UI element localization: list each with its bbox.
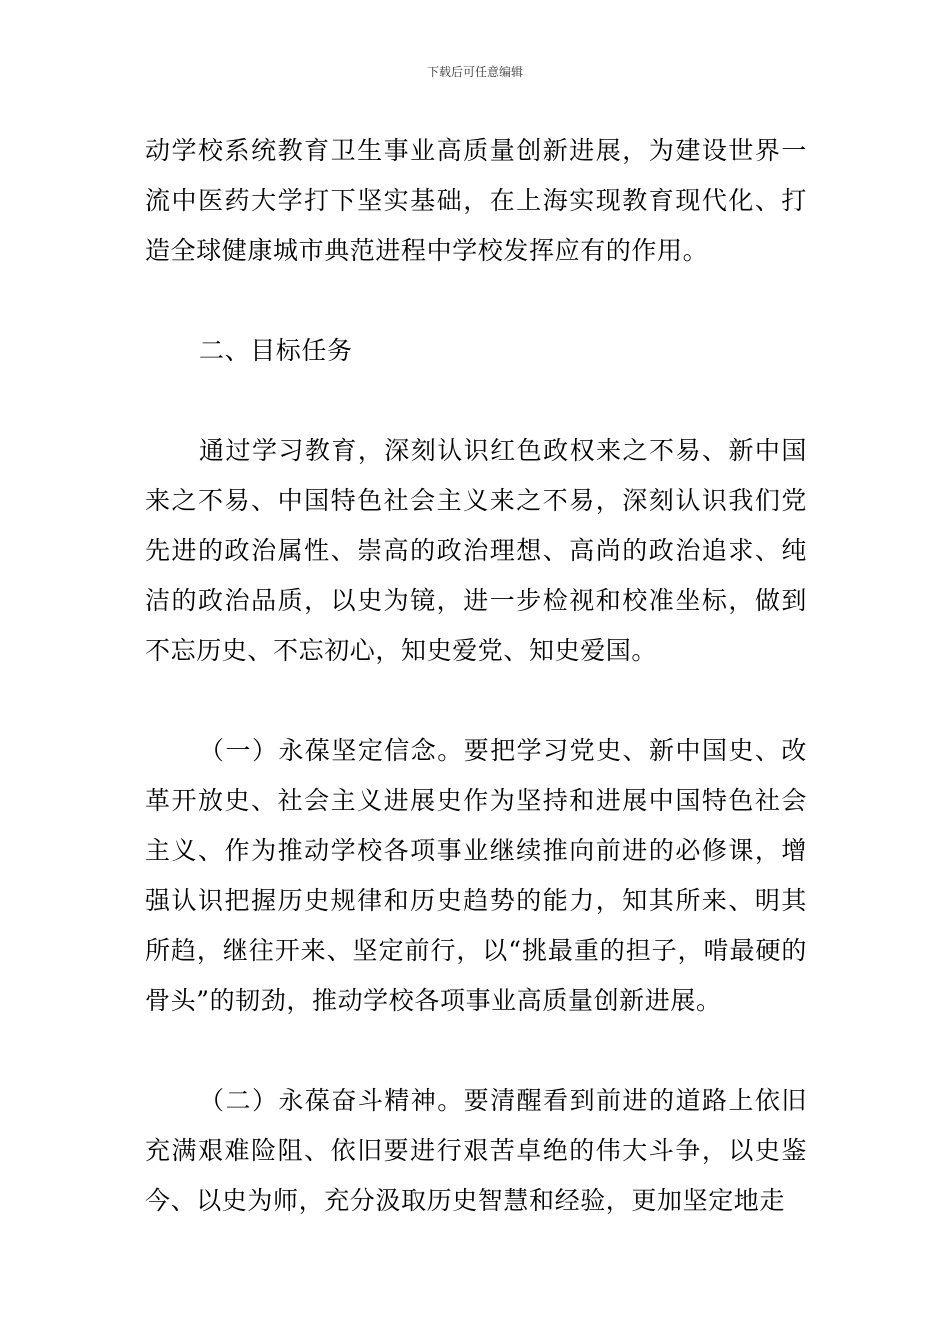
paragraph-continuation: 动学校系统教育卫生事业高质量创新进展，为建设世界一流中医药大学打下坚实基础，在上海实现教育现代化、打造全球健康城市典范进程中学校发挥应有的作用。 (145, 136, 807, 265)
paragraph-goals: 通过学习教育，深刻认识红色政权来之不易、新中国来之不易、中国特色社会主义来之不易，深刻认识我们党先进的政治属性、崇高的政治理想、高尚的政治追求、纯洁的政治品质，以史为镜，进一步检视和校准坐标，做到不忘历史、不忘初心，知史爱党、知史爱国。 (145, 436, 807, 665)
header-note: 下载后可任意编辑 (426, 65, 523, 79)
paragraph-gap (145, 676, 807, 726)
paragraph-gap (145, 276, 807, 326)
paragraph-item-1: （一）永葆坚定信念。要把学习党史、新中国史、改革开放史、社会主义进展史作为坚持和进展中国特色社会主义、作为推动学校各项事业继续推向前进的必修课，增强认识把握历史规律和历史趋势的能力，知其所来、明其所趋，继往开来、坚定前行，以“挑最重的担子，啃最硬的骨头”的韧劲，推动学校各项事业高质量创新进展。 (145, 736, 807, 1015)
paragraph-gap (145, 1026, 807, 1076)
section-heading: 二、目标任务 (199, 336, 353, 365)
paragraph-item-2: （二）永葆奋斗精神。要清醒看到前进的道路上依旧充满艰难险阻、依旧要进行艰苦卓绝的伟大斗争，以史鉴今、以史为师，充分汲取历史智慧和经验，更加坚定地走 (145, 1086, 807, 1215)
document-body (145, 126, 807, 1226)
paragraph-gap (145, 376, 807, 426)
